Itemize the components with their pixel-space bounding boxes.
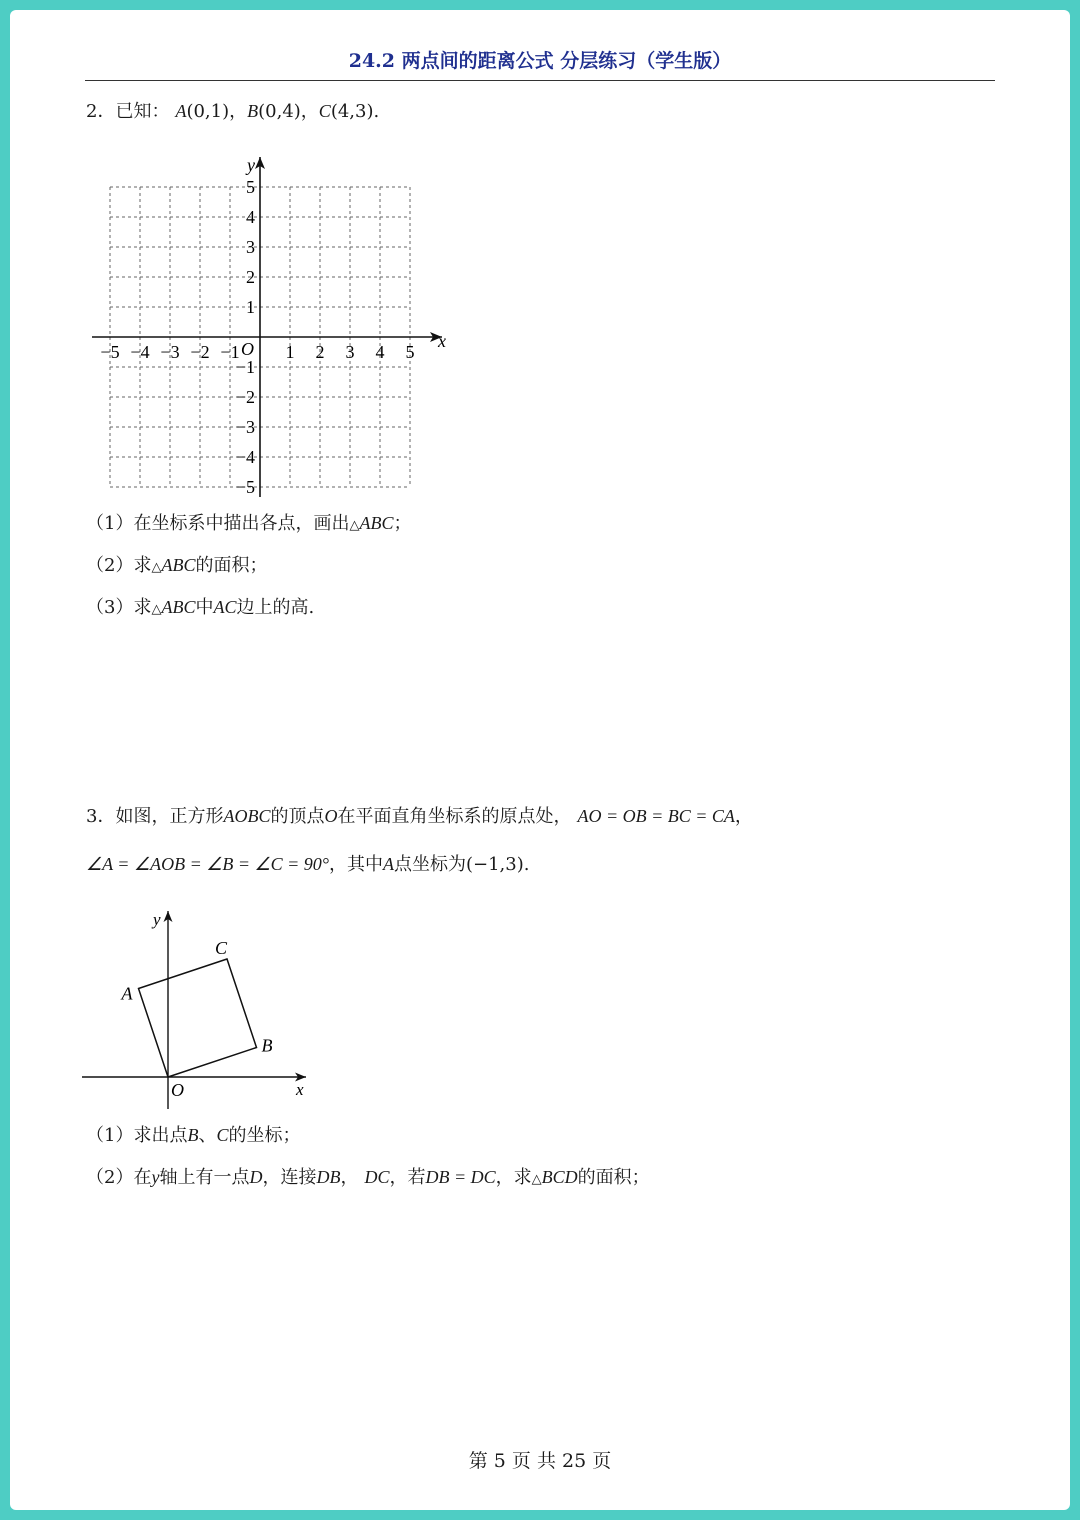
q2-number: 2．	[86, 101, 116, 122]
triangle-symbol: △	[531, 1172, 542, 1187]
q2-point-a-coord: (0,1)	[186, 101, 230, 122]
x-tick-label: 4	[375, 342, 385, 362]
q2-sub3-suffix: 边上的高.	[236, 597, 315, 618]
x-tick-label: −2	[190, 342, 210, 362]
origin-label: O	[241, 339, 254, 359]
q3-sub2-suffix: 的面积；	[577, 1167, 650, 1188]
q3-sub2-mid1: 轴上有一点	[159, 1167, 250, 1188]
vertex-label-a: A	[121, 983, 133, 1004]
y-tick-label: −1	[235, 357, 255, 377]
triangle-symbol: △	[151, 560, 162, 575]
q2-sub2-triangle-name: ABC	[161, 555, 196, 575]
q3-number: 3．	[86, 806, 116, 827]
y-tick-label: 5	[246, 177, 255, 197]
q2-point-c-coord: (4,3)	[330, 101, 374, 122]
q2-sub3	[86, 594, 314, 623]
q3-sub2-prefix: （2）在	[86, 1167, 152, 1188]
page-header-title: 24.2 两点间的距离公式 分层练习（学生版）	[348, 50, 732, 72]
q3-stem-line2	[86, 851, 530, 878]
q2-point-b-name: B	[247, 101, 259, 121]
x-tick-label: 1	[285, 342, 295, 362]
x-tick-label: 3	[345, 342, 355, 362]
x-tick-label: 5	[405, 342, 415, 362]
y-axis-label: y	[153, 910, 161, 929]
q3-sub2-mid5: ，求	[495, 1167, 532, 1188]
y-tick-label: 2	[246, 267, 255, 287]
q3-sub1-point-c: C	[216, 1125, 229, 1145]
x-tick-label: −5	[100, 342, 120, 362]
q3-text-e: 点坐标为	[394, 854, 466, 875]
square-aobc	[139, 959, 257, 1077]
q3-a-coord: (−1,3)	[466, 854, 524, 875]
q3-text-a: 如图，正方形	[115, 806, 224, 827]
x-tick-label: 2	[315, 342, 325, 362]
triangle-symbol: △	[349, 518, 360, 533]
q3-sub1-suffix: 的坐标；	[228, 1125, 301, 1146]
q3-sub2-mid2: ，连接	[262, 1167, 317, 1188]
triangle-symbol: △	[151, 602, 162, 617]
y-tick-label: −3	[235, 417, 255, 437]
q2-sub3-mid: 中	[195, 597, 214, 618]
q3-stem-line1	[86, 803, 753, 830]
x-tick-label: −4	[130, 342, 150, 362]
q2-sub3-triangle-name: ABC	[161, 597, 196, 617]
q2-stem	[86, 98, 379, 125]
q3-sub2-d: D	[249, 1167, 263, 1187]
q2-point-c-name: C	[318, 101, 331, 121]
y-tick-label: 4	[246, 207, 255, 227]
q3-sub2-triangle-name: BCD	[541, 1167, 578, 1187]
q3-equal-sides: AO = OB = BC = CA	[577, 806, 735, 826]
q3-sub2-mid4: ，若	[389, 1167, 426, 1188]
q2-sub3-prefix: （3）求	[86, 597, 152, 618]
q3-text-c: 在平面直角坐标系的原点处，	[337, 806, 572, 827]
x-tick-label: −3	[160, 342, 180, 362]
q2-sep-1: ，	[229, 101, 248, 122]
q3-point-a: A	[383, 854, 394, 874]
q3-sub2-mid3: ，	[340, 1167, 359, 1188]
vertex-label-c: C	[215, 938, 228, 958]
q3-text-b: 的顶点	[270, 806, 325, 827]
q3-sub2-eq: DB = DC	[425, 1167, 496, 1187]
q3-sub2-dc: DC	[364, 1167, 390, 1187]
y-axis-label: y	[247, 155, 255, 175]
y-tick-label: 1	[246, 297, 255, 317]
q3-sub1-point-b: B	[187, 1125, 199, 1145]
y-tick-label: −2	[235, 387, 255, 407]
q2-point-b-coord: (0,4)	[258, 101, 301, 122]
q2-sub2-prefix: （2）求	[86, 555, 152, 576]
y-tick-label: −4	[235, 447, 255, 467]
q2-sub3-segment: AC	[213, 597, 237, 617]
y-tick-label: 3	[246, 237, 255, 257]
q3-origin-name: O	[324, 806, 338, 826]
q2-sub1-triangle-name: ABC	[359, 513, 394, 533]
q3-sub1	[86, 1122, 300, 1149]
q2-sub1-suffix: ；	[393, 513, 412, 534]
q2-end: .	[373, 101, 380, 122]
q2-coordinate-grid	[80, 145, 460, 505]
q2-sub2-suffix: 的面积；	[195, 555, 268, 576]
x-tick-label: −1	[220, 342, 240, 362]
q2-sub1	[86, 510, 411, 539]
q2-sub1-prefix: （1）在坐标系中描出各点，画出	[86, 513, 350, 534]
q3-line1-end: ，	[734, 806, 753, 827]
q3-sub2-y: y	[151, 1167, 160, 1187]
header-divider	[85, 80, 995, 81]
q2-stem-text: 已知：	[115, 101, 170, 122]
x-axis-label: x	[296, 1080, 304, 1099]
x-axis-label: x	[438, 331, 446, 351]
q3-sub1-prefix: （1）求出点	[86, 1125, 188, 1146]
q3-square-figure	[80, 895, 320, 1115]
origin-label: O	[171, 1080, 184, 1100]
q3-sub2-db: DB	[316, 1167, 341, 1187]
q3-square-name: AOBC	[223, 806, 271, 826]
q2-sep-2: ，	[300, 101, 319, 122]
page-footer: 第 5 页 共 25 页	[468, 1450, 612, 1472]
q3-sub2	[86, 1164, 650, 1193]
q2-point-a-name: A	[175, 101, 187, 121]
q3-right-angles: ∠A = ∠AOB = ∠B = ∠C = 90°	[86, 854, 329, 874]
q3-line2-end: .	[523, 854, 530, 875]
q3-text-d: ，其中	[329, 854, 383, 875]
worksheet-page	[10, 10, 1070, 1510]
vertex-label-b: B	[261, 1035, 273, 1056]
q3-sub1-sep: 、	[198, 1125, 217, 1146]
y-tick-label: −5	[235, 477, 255, 497]
q2-sub2	[86, 552, 267, 581]
